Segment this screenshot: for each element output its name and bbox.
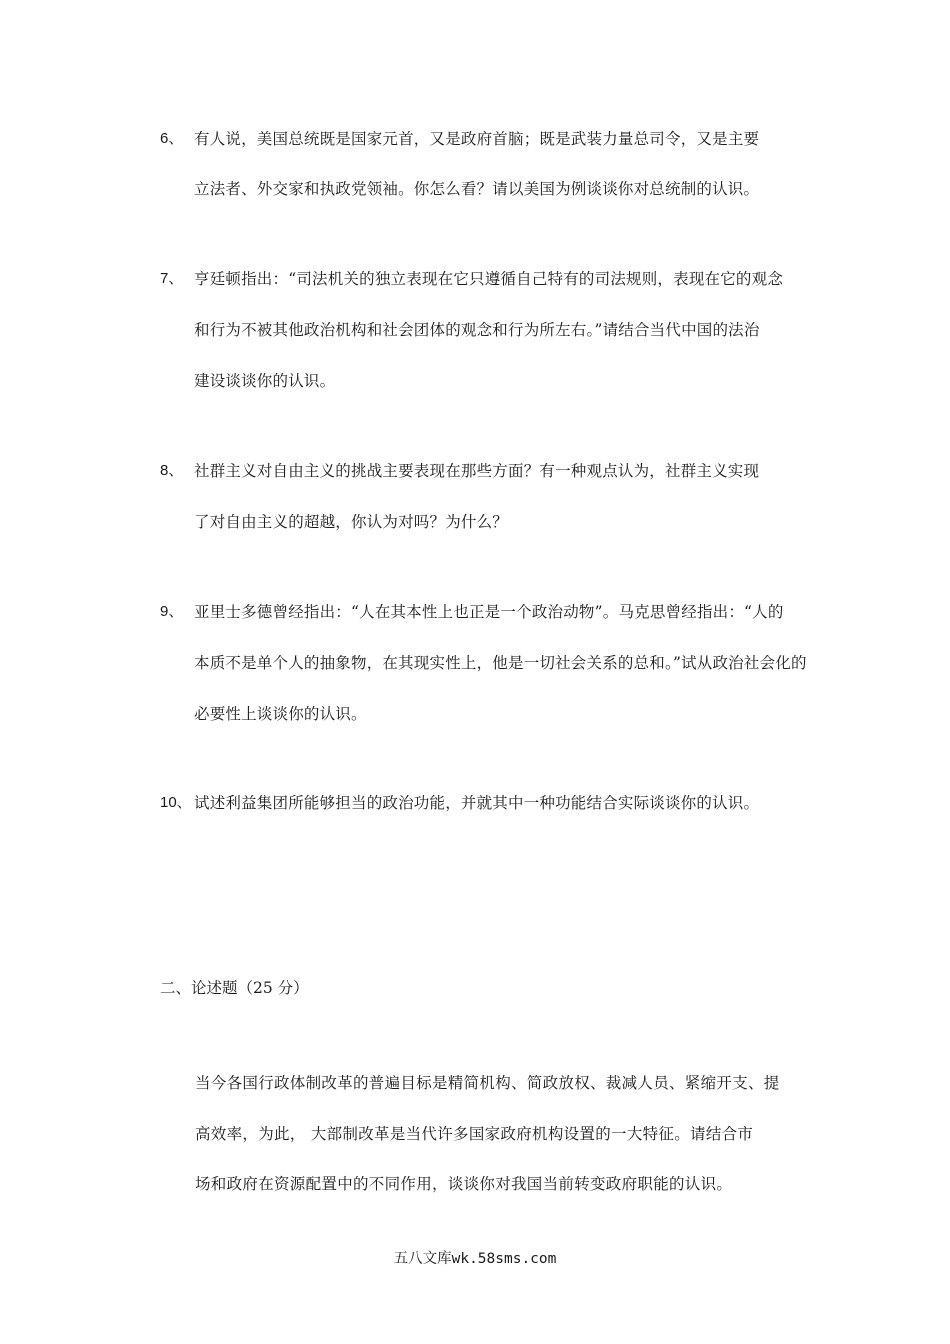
page-footer-watermark: 五八文库wk.58sms.com: [393, 1251, 557, 1267]
question-text-line: 立法者、外交家和执政党领袖。你怎么看？请以美国为例谈谈你对总统制的认识。: [194, 180, 760, 198]
question-text-line: 本质不是单个人的抽象物，在其现实性上，他是一切社会关系的总和。”试从政治社会化的: [194, 654, 807, 672]
question-text-line: 了对自由主义的超越，你认为对吗？为什么？: [194, 513, 509, 531]
question-number: 8、: [160, 462, 184, 479]
question-text-line: 必要性上谈谈你的认识。: [194, 705, 367, 723]
question-text-line: 和行为不被其他政治机构和社会团体的观念和行为所左右。”请结合当代中国的法治: [194, 321, 760, 339]
essay-text-line: 场和政府在资源配置中的不同作用，谈谈你对我国当前转变政府职能的认识。: [195, 1175, 733, 1193]
question-number: 7、: [160, 270, 184, 287]
question-text-line: 试述利益集团所能够担当的政治功能，并就其中一种功能结合实际谈谈你的认识。: [194, 794, 760, 812]
essay-text-line: 当今各国行政体制改革的普遍目标是精简机构、简政放权、裁减人员、紧缩开支、提: [195, 1074, 780, 1092]
question-text-line: 有人说，美国总统既是国家元首，又是政府首脑；既是武装力量总司令，又是主要: [194, 130, 760, 148]
question-text-line: 建设谈谈你的认识。: [194, 372, 336, 390]
question-number: 10、: [160, 794, 192, 811]
question-text-line: 社群主义对自由主义的挑战主要表现在那些方面？有一种观点认为，社群主义实现: [194, 462, 760, 480]
question-text-line: 亚里士多德曾经指出：“人在其本性上也正是一个政治动物”。马克思曾经指出：“人的: [194, 603, 784, 621]
question-text-line: 亨廷顿指出：“司法机关的独立表现在它只遵循自己特有的司法规则，表现在它的观念: [194, 270, 784, 288]
question-number: 6、: [160, 130, 184, 147]
section-title: 二、论述题（25 分）: [160, 979, 309, 997]
question-number: 9、: [160, 603, 184, 620]
essay-text-line: 高效率，为此， 大部制改革是当代许多国家政府机构设置的一大特征。请结合市: [195, 1125, 754, 1143]
